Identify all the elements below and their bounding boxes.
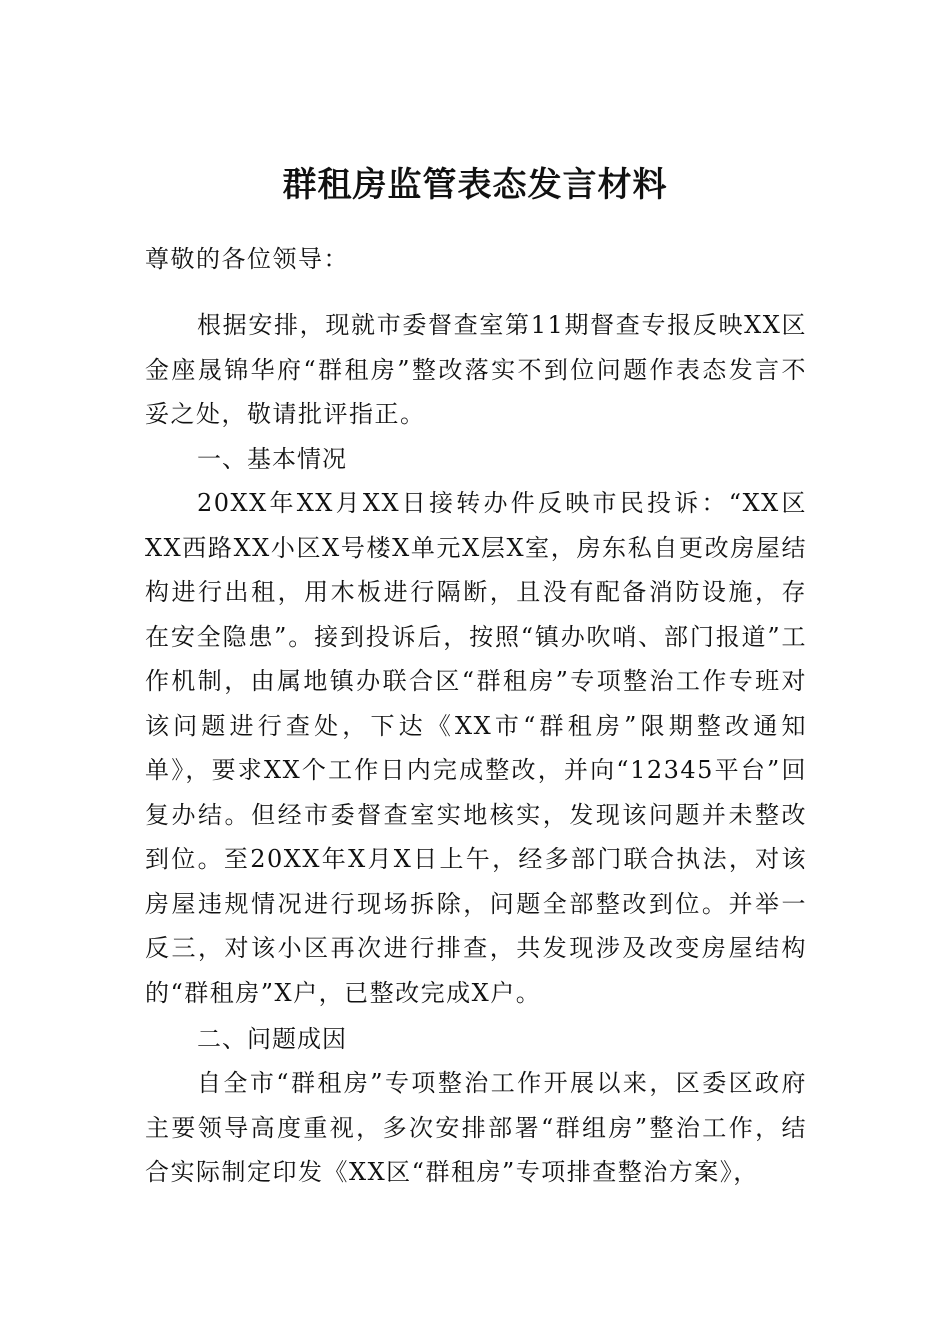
section-body-basic-situation: 20XX年XX月XX日接转办件反映市民投诉：“XX区XX西路XX小区X号楼X单元X层X室，房东私自更改房屋结构进行出租，用木板进行隔断，且没有配备消防设施，存在安全隐患”。接到投诉后，按照“镇办吹哨、部门报道”工作机制，由属地镇办联合区“群租房”专项整治工作专班对该问题进行查处，下达《XX市“群租房”限期整改通知单》，要求XX个工作日内完成整改，并向“12345平台”回复办结。但经市委督查室实地核实，发现该问题并未整改到位。至20XX年X月X日上午，经多部门联合执法，对该房屋违规情况进行现场拆除，问题全部整改到位。并举一反三，对该小区再次进行排查，共发现涉及改变房屋结构的“群租房”X户，已整改完成X户。 xyxy=(145,489,807,1007)
intro-paragraph: 根据安排，现就市委督查室第11期督查专报反映XX区金座晟锦华府“群租房”整改落实不到位问题作表态发言不妥之处，敬请批评指正。 xyxy=(145,311,807,428)
document-title: 群租房监管表态发言材料 xyxy=(282,165,668,205)
salutation: 尊敬的各位领导： xyxy=(145,245,349,273)
section-heading-basic-situation: 一、基本情况 xyxy=(197,445,347,473)
section-body-problem-causes: 自全市“群租房”专项整治工作开展以来，区委区政府主要领导高度重视，多次安排部署“群组房”整治工作，结合实际制定印发《XX区“群租房”专项排查整治方案》， xyxy=(145,1069,807,1186)
section-heading-problem-causes: 二、问题成因 xyxy=(197,1025,347,1053)
